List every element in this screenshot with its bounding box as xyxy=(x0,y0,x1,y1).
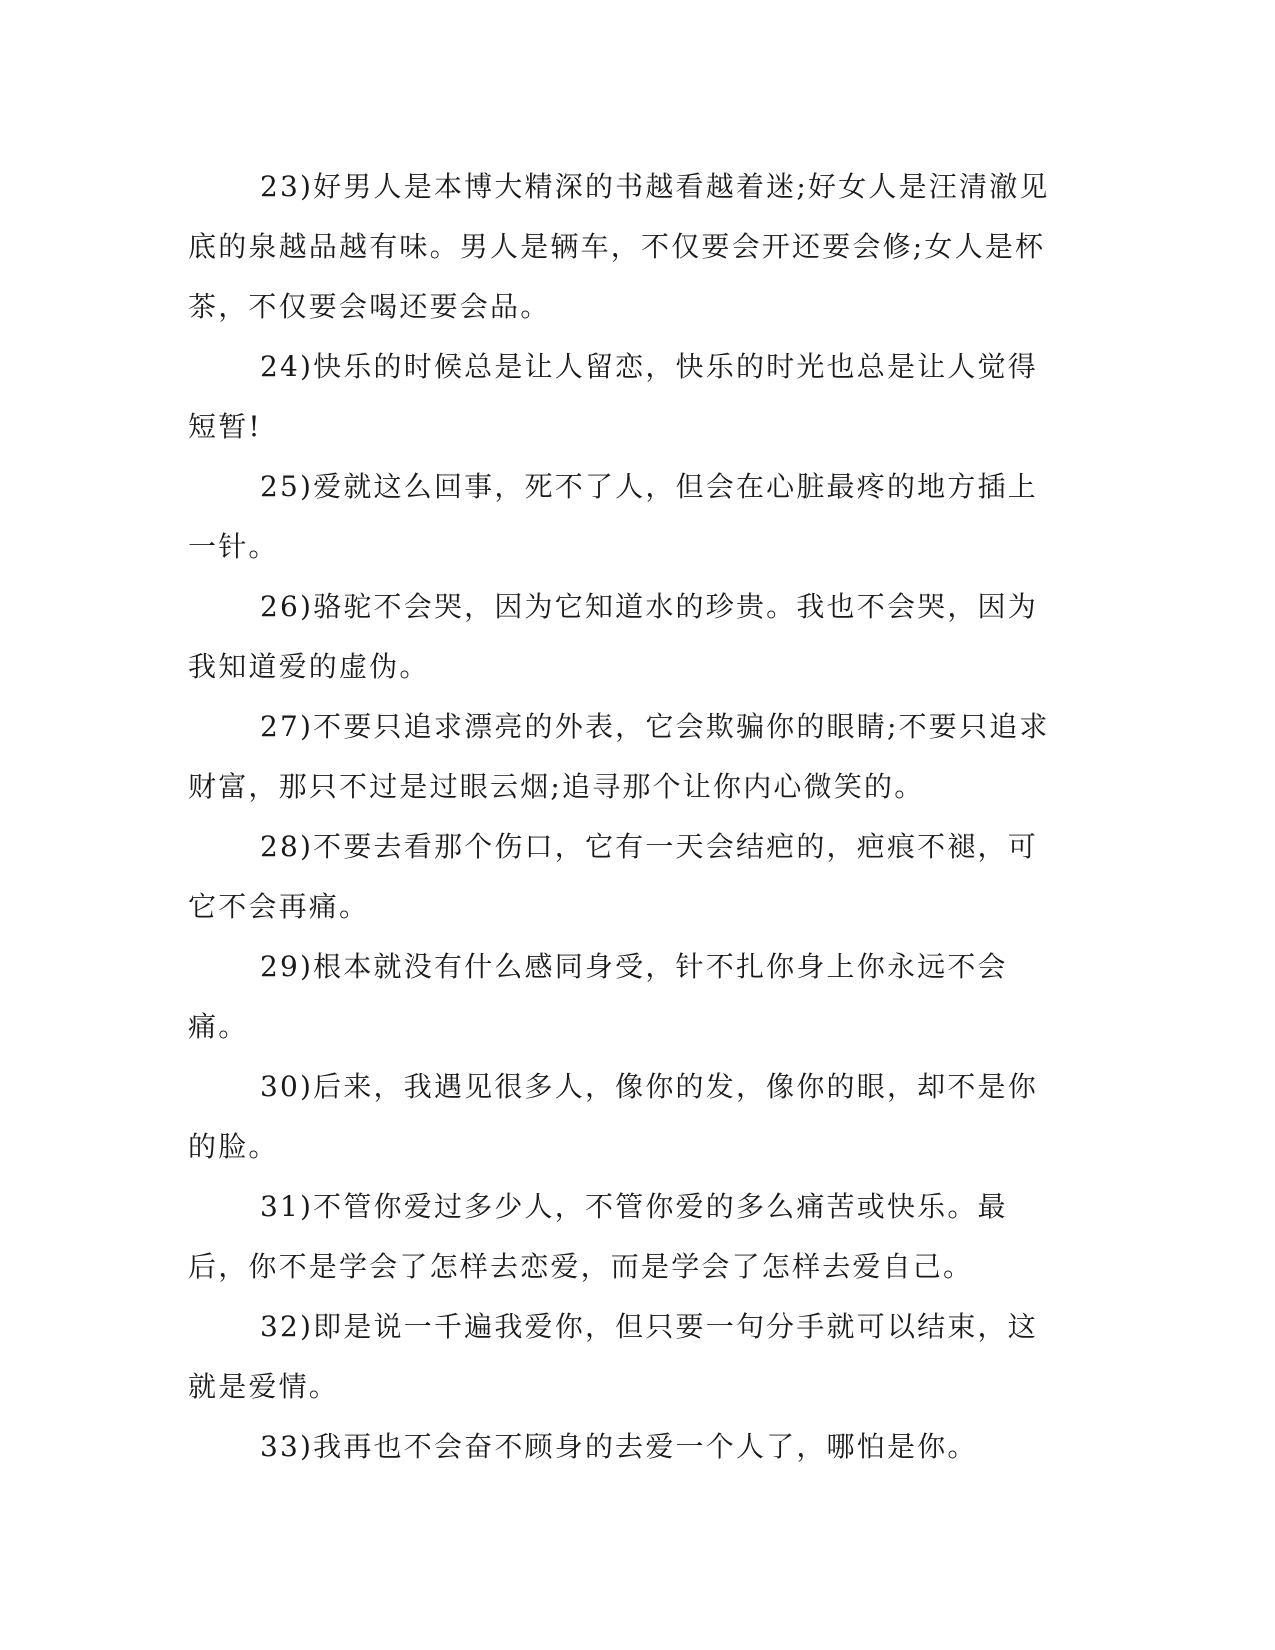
paragraph-28: 28)不要去看那个伤口，它有一天会结疤的，疤痕不褪，可它不会再痛。 xyxy=(188,830,1038,923)
paragraph-32: 32)即是说一千遍我爱你，但只要一句分手就可以结束，这就是爱情。 xyxy=(188,1310,1038,1403)
paragraph-26: 26)骆驼不会哭，因为它知道水的珍贵。我也不会哭，因为我知道爱的虚伪。 xyxy=(188,590,1038,683)
paragraph-31: 31)不管你爱过多少人，不管你爱的多么痛苦或快乐。最后，你不是学会了怎样去恋爱，而是学会了怎样去爱自己。 xyxy=(188,1190,1008,1283)
paragraph-27: 27)不要只追求漂亮的外表，它会欺骗你的眼睛;不要只追求财富，那只不过是过眼云烟;追寻那个让你内心微笑的。 xyxy=(188,710,1050,803)
document-body xyxy=(188,157,1068,1477)
paragraph-24: 24)快乐的时候总是让人留恋，快乐的时光也总是让人觉得短暂! xyxy=(188,350,1038,443)
paragraph-25: 25)爱就这么回事，死不了人，但会在心脏最疼的地方插上一针。 xyxy=(188,470,1038,563)
paragraph-33: 33)我再也不会奋不顾身的去爱一个人了，哪怕是你。 xyxy=(260,1430,978,1463)
paragraph-29: 29)根本就没有什么感同身受，针不扎你身上你永远不会痛。 xyxy=(188,950,1008,1043)
paragraph-30: 30)后来，我遇见很多人，像你的发，像你的眼，却不是你的脸。 xyxy=(188,1070,1038,1163)
paragraph-23: 23)好男人是本博大精深的书越看越着迷;好女人是汪清澈见底的泉越品越有味。男人是辆车，不仅要会开还要会修;女人是杯茶，不仅要会喝还要会品。 xyxy=(188,170,1050,323)
